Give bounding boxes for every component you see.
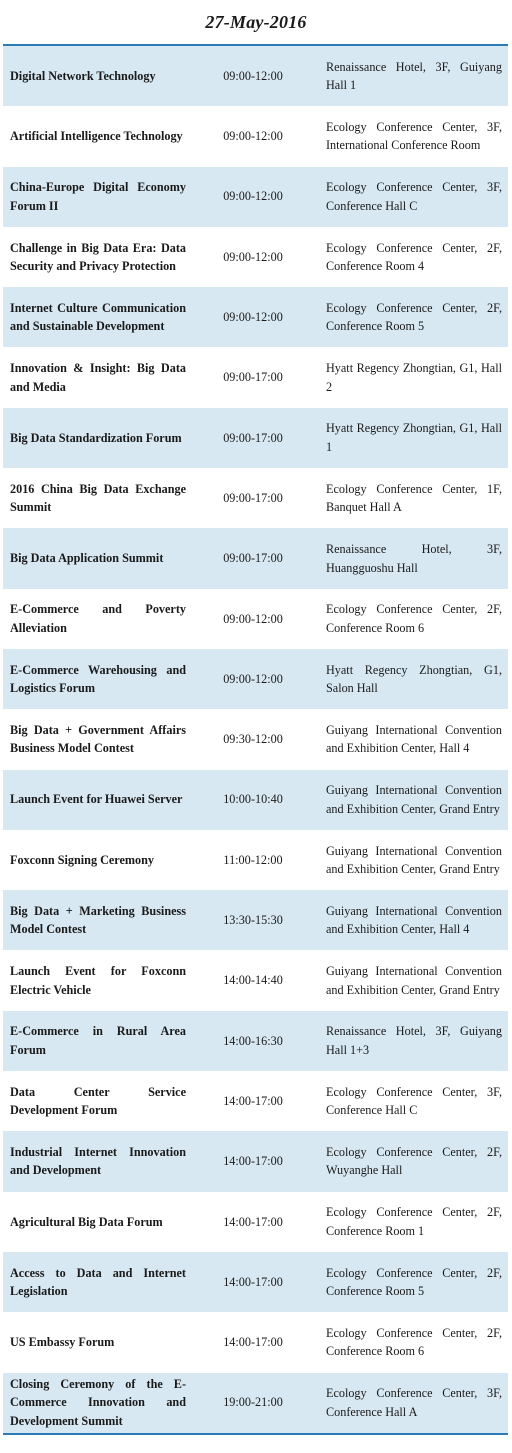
event-time: 19:00-21:00 [223, 1395, 283, 1410]
event-time: 09:30-12:00 [223, 732, 283, 747]
schedule-row [3, 1373, 508, 1433]
event-name: E-Commerce in Rural Area Forum [10, 1024, 186, 1057]
event-venue: Guiyang International Convention and Exhibition Center, Grand Entry [326, 843, 502, 876]
event-time: 09:00-12:00 [223, 68, 283, 83]
event-time: 14:00-17:00 [223, 1274, 283, 1289]
event-venue: Hyatt Regency Zhongtian, G1, Hall 1 [326, 421, 502, 454]
event-venue: Hyatt Regency Zhongtian, G1, Hall 2 [326, 361, 502, 394]
event-name: Access to Data and Internet Legislation [10, 1265, 186, 1299]
event-time: 09:00-17:00 [223, 551, 283, 566]
schedule-row [3, 408, 508, 468]
event-time: 09:00-12:00 [223, 671, 283, 686]
schedule-row [3, 709, 508, 769]
event-time: 14:00-17:00 [223, 1093, 283, 1108]
event-venue: Renaissance Hotel, 3F, Guiyang Hall 1 [326, 59, 502, 93]
event-venue: Ecology Conference Center, 2F, Conference Room 4 [326, 240, 502, 274]
event-name: Data Center Service Development Forum [10, 1084, 186, 1118]
event-venue: Ecology Conference Center, 2F, Conference Room 1 [326, 1205, 502, 1238]
schedule-row [3, 589, 508, 649]
schedule-row [3, 1192, 508, 1252]
event-name: US Embassy Forum [10, 1335, 115, 1350]
event-name: China-Europe Digital Economy Forum II [10, 180, 186, 213]
schedule-row [3, 1252, 508, 1312]
event-name: Artificial Intelligence Technology [10, 129, 183, 144]
schedule-row [3, 830, 508, 890]
event-venue: Guiyang International Convention and Exhibition Center, Grand Entry [326, 783, 502, 816]
event-venue: Ecology Conference Center, 3F, Conference Hall C [326, 1084, 502, 1118]
schedule-row [3, 950, 508, 1010]
event-name: Launch Event for Foxconn Electric Vehicle [10, 964, 186, 997]
schedule-row [3, 890, 508, 950]
event-name: Challenge in Big Data Era: Data Security and Privacy Protection [10, 240, 186, 274]
schedule-row [3, 106, 508, 166]
event-time: 09:00-12:00 [223, 189, 283, 204]
schedule-row [3, 167, 508, 227]
event-name: Closing Ceremony of the E-Commerce Innovation and Development Summit [10, 1376, 186, 1428]
schedule-row [3, 1071, 508, 1131]
event-venue: Renaissance Hotel, 3F, Huangguoshu Hall [326, 542, 502, 575]
event-venue: Ecology Conference Center, 2F, Conference Room 6 [326, 1325, 502, 1359]
event-time: 09:00-17:00 [223, 490, 283, 505]
event-time: 14:00-17:00 [223, 1154, 283, 1169]
schedule-table [3, 44, 508, 1435]
event-name: Big Data Standardization Forum [10, 430, 182, 445]
event-venue: Ecology Conference Center, 2F, Wuyanghe Hall [326, 1144, 502, 1178]
event-venue: Ecology Conference Center, 2F, Conference Room 6 [326, 602, 502, 635]
schedule-row [3, 287, 508, 347]
schedule-row [3, 227, 508, 287]
event-time: 14:00-17:00 [223, 1214, 283, 1229]
schedule-row [3, 1312, 508, 1372]
event-name: Digital Network Technology [10, 68, 156, 83]
event-time: 14:00-14:40 [223, 973, 283, 988]
event-venue: Guiyang International Convention and Exhibition Center, Grand Entry [326, 964, 502, 997]
schedule-row [3, 1131, 508, 1191]
schedule-row [3, 468, 508, 528]
event-time: 10:00-10:40 [223, 792, 283, 807]
event-time: 14:00-17:00 [223, 1335, 283, 1350]
event-name: E-Commerce and Poverty Alleviation [10, 602, 186, 635]
schedule-row [3, 46, 508, 106]
event-name: Big Data + Government Affairs Business Model Contest [10, 722, 186, 756]
event-venue: Ecology Conference Center, 1F, Banquet Hall A [326, 481, 502, 515]
event-time: 09:00-12:00 [223, 310, 283, 325]
event-name: Foxconn Signing Ceremony [10, 852, 155, 867]
event-venue: Guiyang International Convention and Exhibition Center, Hall 4 [326, 903, 502, 937]
event-time: 09:00-17:00 [223, 370, 283, 385]
schedule-row [3, 347, 508, 407]
event-venue: Ecology Conference Center, 2F, Conference Room 5 [326, 1265, 502, 1299]
event-name: 2016 China Big Data Exchange Summit [10, 481, 186, 515]
event-time: 09:00-17:00 [223, 430, 283, 445]
event-venue: Hyatt Regency Zhongtian, G1, Salon Hall [326, 662, 502, 696]
schedule-row [3, 649, 508, 709]
event-name: Industrial Internet Innovation and Development [10, 1144, 186, 1178]
event-time: 14:00-16:30 [223, 1033, 283, 1048]
event-name: E-Commerce Warehousing and Logistics Forum [10, 662, 186, 696]
event-time: 13:30-15:30 [223, 913, 283, 928]
event-name: Launch Event for Huawei Server [10, 792, 183, 807]
schedule-row [3, 770, 508, 830]
event-venue: Ecology Conference Center, 3F, Conference Hall C [326, 180, 502, 213]
event-name: Big Data Application Summit [10, 551, 164, 566]
event-time: 09:00-12:00 [223, 611, 283, 626]
event-venue: Renaissance Hotel, 3F, Guiyang Hall 1+3 [326, 1024, 502, 1057]
event-venue: Guiyang International Convention and Exhibition Center, Hall 4 [326, 722, 502, 756]
event-name: Innovation & Insight: Big Data and Media [10, 361, 186, 394]
schedule-row [3, 1011, 508, 1071]
event-time: 09:00-12:00 [223, 129, 283, 144]
schedule-row [3, 528, 508, 588]
event-time: 09:00-12:00 [223, 249, 283, 264]
event-name: Internet Culture Communication and Sustainable Development [10, 300, 186, 334]
event-time: 11:00-12:00 [223, 852, 283, 867]
event-venue: Ecology Conference Center, 3F, Conference Hall A [326, 1386, 502, 1419]
event-venue: Ecology Conference Center, 3F, International Conference Room [326, 119, 502, 153]
event-name: Agricultural Big Data Forum [10, 1214, 163, 1229]
date-heading: 27-May-2016 [205, 11, 307, 32]
event-name: Big Data + Marketing Business Model Contest [10, 903, 186, 937]
event-venue: Ecology Conference Center, 2F, Conference Room 5 [326, 300, 502, 334]
